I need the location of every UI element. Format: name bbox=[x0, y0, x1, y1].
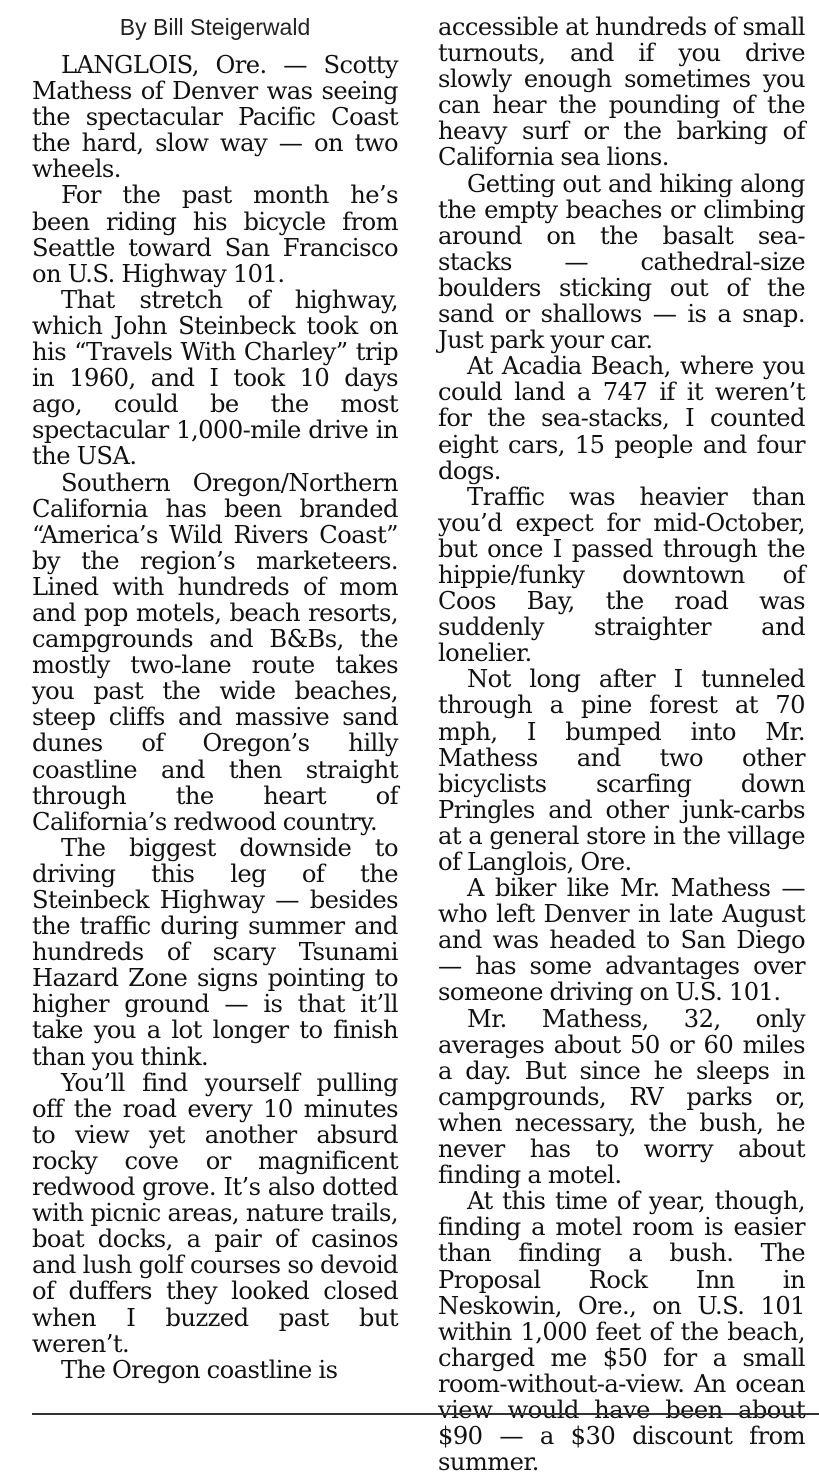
paragraph: At this time of year, though, finding a motel room is easier than finding a bush. The Proposal Rock Inn in Neskowin, Ore., on U.S. 101 within 1,000 feet of the beach, charged me $50 for a small room-without-a-view. An ocean view would have been about $90 — a $30 discount from summer. bbox=[438, 1187, 805, 1476]
right-column bbox=[438, 14, 805, 1475]
paragraph: The Oregon coastline is bbox=[61, 1355, 338, 1384]
paragraph: For the past month he’s been riding his bicycle from Seattle toward San Francisco on U.S. Highway 101. bbox=[32, 181, 398, 288]
paragraph-continuation: accessible at hundreds of small turnouts, and if you drive slowly enough sometimes you can hear the pounding of the heavy surf or the barking of California sea lions. bbox=[438, 13, 805, 172]
paragraph: Traffic was heavier than you’d expect for mid-October, but once I passed through the hippie/funky downtown of Coos Bay, the road was suddenly straighter and lonelier. bbox=[438, 482, 805, 668]
paragraph: A biker like Mr. Mathess — who left Denver in late August and was headed to San Diego — has some advantages over someone driving on U.S. 101. bbox=[438, 874, 805, 1007]
paragraph: At Acadia Beach, where you could land a 747 if it weren’t for the sea-stacks, I counted eight cars, 15 people and four dogs. bbox=[438, 352, 805, 485]
paragraph: The biggest downside to driving this leg of the Steinbeck Highway — besides the traffic during summer and hundreds of scary Tsunami Hazard Zone signs pointing to higher ground — is that it’ll take you a lot longer to finish than you think. bbox=[32, 833, 398, 1071]
paragraph: Mr. Mathess, 32, only averages about 50 or 60 miles a day. But since he sleeps in campgrounds, RV parks or, when necessary, the bush, he never has to worry about finding a motel. bbox=[438, 1004, 805, 1190]
paragraph: Getting out and hiking along the empty beaches or climbing around on the basalt sea-stacks — cathedral-size boulders sticking out of the sand or shallows — is a snap. Just park your car. bbox=[438, 169, 805, 355]
bottom-rule bbox=[32, 1413, 819, 1415]
paragraph: That stretch of highway, which John Steinbeck took on his “Travels With Charley” trip in 1960, and I took 10 days ago, could be the most spectacular 1,000-mile drive in the USA. bbox=[32, 285, 398, 471]
paragraph: Southern Oregon/Northern California has been branded “America’s Wild Rivers Coast” by the region’s marketeers. Lined with hundreds of mom and pop motels, beach resorts, campgrounds and B&Bs, the mostly two-lane route takes you past the wide beaches, steep cliffs and massive sand dunes of Oregon’s hilly coastline and then straight through the heart of California’s redwood country. bbox=[32, 468, 398, 836]
paragraph: LANGLOIS, Ore. — Scotty Mathess of Denver was seeing the spectacular Pacific Coast the hard, slow way — on two wheels. bbox=[32, 51, 398, 184]
paragraph: Not long after I tunneled through a pine forest at 70 mph, I bumped into Mr. Mathess and two other bicyclists scarfing down Pringles and other junk-carbs at a general store in the village of Langlois, Ore. bbox=[438, 665, 805, 876]
left-column bbox=[32, 14, 398, 1383]
byline: By Bill Steigerwald bbox=[119, 14, 311, 40]
paragraph: You’ll find yourself pulling off the road every 10 minutes to view yet another absurd rocky cove or magnificent redwood grove. It’s also dotted with picnic areas, nature trails, boat docks, a pair of casinos and lush golf courses so devoid of duffers they looked closed when I buzzed past but weren’t. bbox=[32, 1068, 398, 1358]
